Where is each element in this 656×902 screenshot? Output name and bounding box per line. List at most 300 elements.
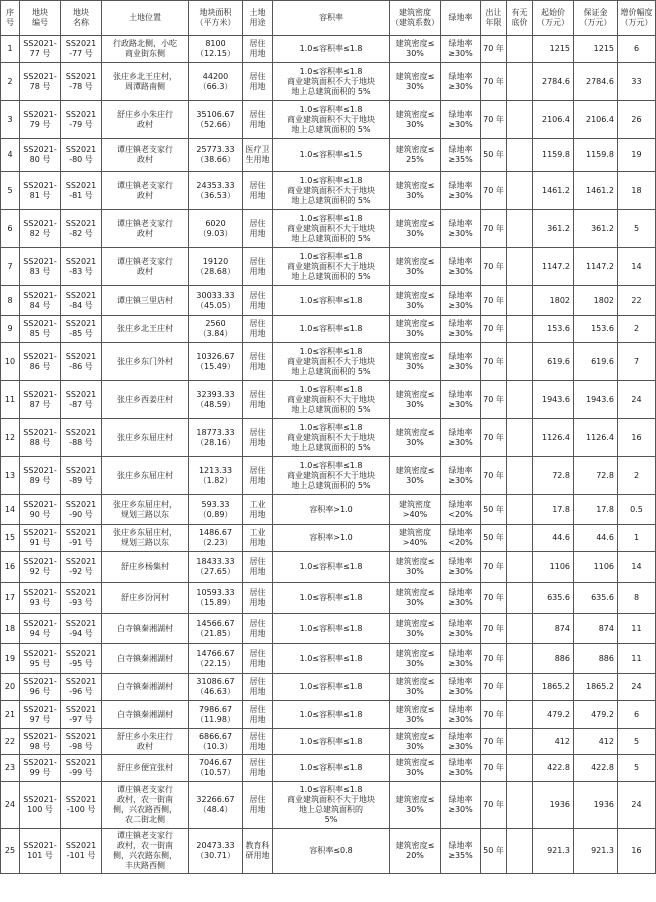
cell-density: 建筑密度≤ 30% <box>390 419 441 457</box>
header-density: 建筑密度 （建筑系数） <box>390 1 441 36</box>
cell-location: 白寺镇秦湘湖村 <box>102 674 189 701</box>
cell-increment: 5 <box>618 729 656 755</box>
cell-start-price: 1215 <box>533 36 574 63</box>
cell-seq: 12 <box>1 419 20 457</box>
cell-density: 建筑密度≤ 30% <box>390 755 441 782</box>
cell-density: 建筑密度≤ 30% <box>390 343 441 381</box>
cell-far: 1.0≤容积率≤1.8 商业建筑面积不大于地块 地上总建筑面积的 5% <box>273 63 390 101</box>
cell-seq: 22 <box>1 729 20 755</box>
cell-far: 1.0≤容积率≤1.8 <box>273 36 390 63</box>
cell-name: SS2021 -87 号 <box>61 381 102 419</box>
cell-area: 32266.67 （48.4） <box>189 782 243 829</box>
cell-deposit: 1943.6 <box>574 381 618 419</box>
cell-name: SS2021 -92 号 <box>61 552 102 583</box>
cell-location: 舒庄乡杨集村 <box>102 552 189 583</box>
cell-increment: 16 <box>618 829 656 874</box>
cell-code: SS2021- 100 号 <box>20 782 61 829</box>
cell-density: 建筑密度≤ 30% <box>390 552 441 583</box>
header-use: 土地 用途 <box>243 1 273 36</box>
cell-term: 70 年 <box>481 644 507 674</box>
cell-seq: 24 <box>1 782 20 829</box>
cell-name: SS2021 -83 号 <box>61 248 102 286</box>
header-increment: 增价幅度 （万元） <box>618 1 656 36</box>
cell-area: 1486.67 （2.23） <box>189 525 243 552</box>
cell-density: 建筑密度≤ 30% <box>390 583 441 614</box>
cell-seq: 3 <box>1 101 20 139</box>
cell-location: 白寺镇秦湘湖村 <box>102 701 189 729</box>
cell-density: 建筑密度≤ 30% <box>390 36 441 63</box>
cell-code: SS2021- 82 号 <box>20 210 61 248</box>
table-row <box>1 829 656 874</box>
cell-far: 容积率≤0.8 <box>273 829 390 874</box>
cell-deposit: 886 <box>574 644 618 674</box>
cell-location: 舒庄乡小朱庄行 政村 <box>102 729 189 755</box>
cell-increment: 5 <box>618 755 656 782</box>
cell-green: 绿地率 ≥30% <box>441 36 481 63</box>
table-row <box>1 63 656 101</box>
cell-seq: 18 <box>1 614 20 644</box>
cell-start-price: 1461.2 <box>533 172 574 210</box>
cell-term: 70 年 <box>481 755 507 782</box>
cell-start-price: 1159.8 <box>533 139 574 172</box>
cell-area: 44200 （66.3） <box>189 63 243 101</box>
cell-increment: 2 <box>618 316 656 343</box>
cell-area: 32393.33 （48.59） <box>189 381 243 419</box>
cell-start-price: 1865.2 <box>533 674 574 701</box>
cell-use: 居住 用地 <box>243 343 273 381</box>
cell-floor-price <box>507 381 533 419</box>
cell-deposit: 1215 <box>574 36 618 63</box>
cell-seq: 21 <box>1 701 20 729</box>
cell-seq: 13 <box>1 457 20 495</box>
cell-location: 张庄乡东屈庄村 <box>102 457 189 495</box>
cell-green: 绿地率 <20% <box>441 525 481 552</box>
cell-use: 居住 用地 <box>243 644 273 674</box>
cell-seq: 20 <box>1 674 20 701</box>
cell-use: 居住 用地 <box>243 316 273 343</box>
cell-green: 绿地率 ≥30% <box>441 381 481 419</box>
cell-green: 绿地率 ≥30% <box>441 101 481 139</box>
cell-floor-price <box>507 552 533 583</box>
cell-seq: 14 <box>1 495 20 525</box>
cell-term: 70 年 <box>481 674 507 701</box>
cell-area: 31086.67 （46.63） <box>189 674 243 701</box>
cell-use: 居住 用地 <box>243 674 273 701</box>
cell-location: 张庄乡东门外村 <box>102 343 189 381</box>
header-row <box>1 1 656 36</box>
cell-name: SS2021 -101 号 <box>61 829 102 874</box>
cell-green: 绿地率 ≥30% <box>441 457 481 495</box>
cell-term: 50 年 <box>481 829 507 874</box>
cell-deposit: 422.8 <box>574 755 618 782</box>
cell-far: 1.0≤容积率≤1.8 商业建筑面积不大于地块 地上总建筑面积的 5% <box>273 343 390 381</box>
cell-code: SS2021- 84 号 <box>20 286 61 316</box>
cell-green: 绿地率 ≥30% <box>441 419 481 457</box>
cell-location: 舒庄乡便宜张村 <box>102 755 189 782</box>
cell-start-price: 17.8 <box>533 495 574 525</box>
cell-increment: 14 <box>618 552 656 583</box>
cell-area: 10593.33 （15.89） <box>189 583 243 614</box>
cell-far: 1.0≤容积率≤1.8 <box>273 614 390 644</box>
cell-start-price: 1936 <box>533 782 574 829</box>
cell-code: SS2021- 92 号 <box>20 552 61 583</box>
cell-name: SS2021 -94 号 <box>61 614 102 644</box>
cell-use: 居住 用地 <box>243 755 273 782</box>
cell-deposit: 361.2 <box>574 210 618 248</box>
cell-density: 建筑密度≤ 30% <box>390 101 441 139</box>
cell-area: 10326.67 （15.49） <box>189 343 243 381</box>
cell-use: 居住 用地 <box>243 63 273 101</box>
cell-increment: 1 <box>618 525 656 552</box>
cell-increment: 18 <box>618 172 656 210</box>
cell-name: SS2021 -90 号 <box>61 495 102 525</box>
cell-location: 谭庄镇老支家行 政村 <box>102 210 189 248</box>
cell-location: 谭庄镇老支家行 政村 <box>102 139 189 172</box>
cell-green: 绿地率 ≥30% <box>441 316 481 343</box>
cell-use: 居住 用地 <box>243 701 273 729</box>
cell-floor-price <box>507 101 533 139</box>
cell-name: SS2021 -80 号 <box>61 139 102 172</box>
cell-density: 建筑密度≤ 30% <box>390 381 441 419</box>
cell-start-price: 874 <box>533 614 574 644</box>
table-row <box>1 729 656 755</box>
header-floor-price: 有无 底价 <box>507 1 533 36</box>
cell-floor-price <box>507 36 533 63</box>
cell-seq: 15 <box>1 525 20 552</box>
cell-seq: 25 <box>1 829 20 874</box>
cell-area: 18773.33 （28.16） <box>189 419 243 457</box>
cell-area: 20473.33 （30.71） <box>189 829 243 874</box>
cell-use: 居住 用地 <box>243 583 273 614</box>
cell-use: 居住 用地 <box>243 729 273 755</box>
cell-code: SS2021- 83 号 <box>20 248 61 286</box>
cell-seq: 17 <box>1 583 20 614</box>
cell-deposit: 1126.4 <box>574 419 618 457</box>
cell-term: 70 年 <box>481 248 507 286</box>
cell-code: SS2021- 79 号 <box>20 101 61 139</box>
header-term: 出让 年限 <box>481 1 507 36</box>
cell-start-price: 72.8 <box>533 457 574 495</box>
cell-location: 谭庄镇老支家行 政村，农一街南 侧，兴农路西侧， 农二街北侧 <box>102 782 189 829</box>
cell-far: 1.0≤容积率≤1.8 <box>273 316 390 343</box>
cell-area: 2560 （3.84） <box>189 316 243 343</box>
cell-code: SS2021- 78 号 <box>20 63 61 101</box>
cell-start-price: 479.2 <box>533 701 574 729</box>
table-row <box>1 701 656 729</box>
cell-code: SS2021- 86 号 <box>20 343 61 381</box>
cell-use: 居住 用地 <box>243 457 273 495</box>
cell-increment: 6 <box>618 701 656 729</box>
cell-deposit: 1802 <box>574 286 618 316</box>
cell-location: 白寺镇秦湘湖村 <box>102 614 189 644</box>
cell-density: 建筑密度 >40% <box>390 495 441 525</box>
table-row <box>1 583 656 614</box>
table-row <box>1 525 656 552</box>
cell-term: 50 年 <box>481 495 507 525</box>
cell-increment: 7 <box>618 343 656 381</box>
cell-start-price: 153.6 <box>533 316 574 343</box>
cell-code: SS2021- 97 号 <box>20 701 61 729</box>
cell-use: 居住 用地 <box>243 210 273 248</box>
table-row <box>1 343 656 381</box>
cell-code: SS2021- 88 号 <box>20 419 61 457</box>
cell-green: 绿地率 ≥30% <box>441 701 481 729</box>
cell-density: 建筑密度≤ 30% <box>390 644 441 674</box>
cell-density: 建筑密度≤ 30% <box>390 172 441 210</box>
cell-term: 50 年 <box>481 139 507 172</box>
cell-far: 1.0≤容积率≤1.8 商业建筑面积不大于地块 地上总建筑面积的 5% <box>273 782 390 829</box>
cell-green: 绿地率 ≥30% <box>441 729 481 755</box>
cell-start-price: 1126.4 <box>533 419 574 457</box>
cell-start-price: 635.6 <box>533 583 574 614</box>
cell-floor-price <box>507 63 533 101</box>
cell-use: 居住 用地 <box>243 248 273 286</box>
cell-start-price: 1943.6 <box>533 381 574 419</box>
cell-seq: 10 <box>1 343 20 381</box>
cell-seq: 7 <box>1 248 20 286</box>
cell-seq: 6 <box>1 210 20 248</box>
cell-start-price: 1147.2 <box>533 248 574 286</box>
cell-location: 舒庄乡小朱庄行 政村 <box>102 101 189 139</box>
cell-far: 1.0≤容积率≤1.8 商业建筑面积不大于地块 地上总建筑面积的 5% <box>273 101 390 139</box>
cell-area: 8100 （12.15） <box>189 36 243 63</box>
cell-use: 居住 用地 <box>243 614 273 644</box>
cell-deposit: 1461.2 <box>574 172 618 210</box>
header-deposit: 保证金 （万元） <box>574 1 618 36</box>
cell-location: 谭庄镇老支家行 政村 <box>102 172 189 210</box>
cell-area: 18433.33 （27.65） <box>189 552 243 583</box>
cell-start-price: 619.6 <box>533 343 574 381</box>
cell-density: 建筑密度≤ 30% <box>390 248 441 286</box>
header-name: 地块 名称 <box>61 1 102 36</box>
cell-location: 白寺镇秦湘湖村 <box>102 644 189 674</box>
cell-increment: 26 <box>618 101 656 139</box>
table-row <box>1 248 656 286</box>
cell-far: 容积率>1.0 <box>273 495 390 525</box>
cell-term: 70 年 <box>481 63 507 101</box>
cell-far: 1.0≤容积率≤1.8 <box>273 701 390 729</box>
cell-far: 1.0≤容积率≤1.8 <box>273 286 390 316</box>
table-row <box>1 381 656 419</box>
cell-use: 工业 用地 <box>243 495 273 525</box>
cell-floor-price <box>507 457 533 495</box>
cell-far: 1.0≤容积率≤1.8 <box>273 755 390 782</box>
cell-increment: 5 <box>618 210 656 248</box>
cell-floor-price <box>507 829 533 874</box>
cell-term: 70 年 <box>481 419 507 457</box>
cell-area: 30033.33 （45.05） <box>189 286 243 316</box>
table-row <box>1 552 656 583</box>
header-seq: 序 号 <box>1 1 20 36</box>
cell-term: 50 年 <box>481 525 507 552</box>
table-row <box>1 755 656 782</box>
cell-far: 1.0≤容积率≤1.8 <box>273 674 390 701</box>
cell-increment: 19 <box>618 139 656 172</box>
cell-start-price: 2784.6 <box>533 63 574 101</box>
table-row <box>1 614 656 644</box>
cell-green: 绿地率 ≥30% <box>441 583 481 614</box>
header-code: 地块 编号 <box>20 1 61 36</box>
cell-code: SS2021- 81 号 <box>20 172 61 210</box>
cell-start-price: 412 <box>533 729 574 755</box>
cell-term: 70 年 <box>481 729 507 755</box>
cell-seq: 11 <box>1 381 20 419</box>
cell-far: 1.0≤容积率≤1.8 商业建筑面积不大于地块 地上总建筑面积的 5% <box>273 419 390 457</box>
cell-name: SS2021 -86 号 <box>61 343 102 381</box>
cell-location: 谭庄镇老支家行 政村 <box>102 248 189 286</box>
cell-increment: 24 <box>618 674 656 701</box>
cell-location: 张庄乡东屈庄村， 规划三路以东 <box>102 495 189 525</box>
cell-green: 绿地率 ≥30% <box>441 248 481 286</box>
cell-deposit: 1936 <box>574 782 618 829</box>
cell-use: 居住 用地 <box>243 782 273 829</box>
cell-area: 6866.67 （10.3） <box>189 729 243 755</box>
cell-seq: 5 <box>1 172 20 210</box>
cell-deposit: 635.6 <box>574 583 618 614</box>
cell-name: SS2021 -89 号 <box>61 457 102 495</box>
cell-area: 1213.33 （1.82） <box>189 457 243 495</box>
cell-start-price: 1802 <box>533 286 574 316</box>
cell-floor-price <box>507 701 533 729</box>
cell-code: SS2021- 96 号 <box>20 674 61 701</box>
cell-floor-price <box>507 419 533 457</box>
cell-use: 医疗卫 生用地 <box>243 139 273 172</box>
cell-term: 70 年 <box>481 457 507 495</box>
cell-name: SS2021 -96 号 <box>61 674 102 701</box>
cell-location: 张庄乡东屈庄村， 规划三路以东 <box>102 525 189 552</box>
table-row <box>1 139 656 172</box>
cell-code: SS2021- 89 号 <box>20 457 61 495</box>
cell-term: 70 年 <box>481 614 507 644</box>
cell-density: 建筑密度≤ 30% <box>390 316 441 343</box>
header-location: 土地位置 <box>102 1 189 36</box>
cell-deposit: 44.6 <box>574 525 618 552</box>
cell-name: SS2021 -77 号 <box>61 36 102 63</box>
cell-location: 舒庄乡汾河村 <box>102 583 189 614</box>
cell-name: SS2021 -79 号 <box>61 101 102 139</box>
cell-name: SS2021 -88 号 <box>61 419 102 457</box>
cell-term: 70 年 <box>481 782 507 829</box>
cell-increment: 24 <box>618 782 656 829</box>
table-row <box>1 210 656 248</box>
cell-increment: 8 <box>618 583 656 614</box>
cell-start-price: 44.6 <box>533 525 574 552</box>
cell-seq: 8 <box>1 286 20 316</box>
cell-far: 容积率>1.0 <box>273 525 390 552</box>
table-row <box>1 674 656 701</box>
cell-code: SS2021- 101 号 <box>20 829 61 874</box>
cell-name: SS2021 -84 号 <box>61 286 102 316</box>
cell-term: 70 年 <box>481 101 507 139</box>
cell-area: 7046.67 （10.57） <box>189 755 243 782</box>
cell-location: 谭庄镇老支家行 政村，农一街南 侧，兴农路东侧， 丰庆路西侧 <box>102 829 189 874</box>
cell-use: 居住 用地 <box>243 172 273 210</box>
cell-code: SS2021- 94 号 <box>20 614 61 644</box>
cell-density: 建筑密度≤ 30% <box>390 457 441 495</box>
cell-code: SS2021- 98 号 <box>20 729 61 755</box>
cell-floor-price <box>507 172 533 210</box>
cell-code: SS2021- 85 号 <box>20 316 61 343</box>
header-green: 绿地率 <box>441 1 481 36</box>
cell-deposit: 1106 <box>574 552 618 583</box>
table-row <box>1 644 656 674</box>
cell-deposit: 153.6 <box>574 316 618 343</box>
cell-floor-price <box>507 729 533 755</box>
cell-increment: 0.5 <box>618 495 656 525</box>
cell-density: 建筑密度≤ 30% <box>390 63 441 101</box>
table-row <box>1 172 656 210</box>
cell-use: 居住 用地 <box>243 36 273 63</box>
cell-area: 7986.67 （11.98） <box>189 701 243 729</box>
cell-deposit: 2784.6 <box>574 63 618 101</box>
cell-far: 1.0≤容积率≤1.8 <box>273 552 390 583</box>
cell-term: 70 年 <box>481 172 507 210</box>
cell-name: SS2021 -95 号 <box>61 644 102 674</box>
cell-seq: 19 <box>1 644 20 674</box>
cell-use: 工业 用地 <box>243 525 273 552</box>
cell-increment: 22 <box>618 286 656 316</box>
cell-code: SS2021- 80 号 <box>20 139 61 172</box>
cell-far: 1.0≤容积率≤1.8 商业建筑面积不大于地块 地上总建筑面积的 5% <box>273 172 390 210</box>
cell-deposit: 1147.2 <box>574 248 618 286</box>
cell-green: 绿地率 ≥30% <box>441 614 481 644</box>
cell-location: 张庄乡北王庄村 <box>102 316 189 343</box>
cell-increment: 16 <box>618 419 656 457</box>
cell-deposit: 17.8 <box>574 495 618 525</box>
table-row <box>1 101 656 139</box>
cell-green: 绿地率 ≥30% <box>441 63 481 101</box>
cell-deposit: 72.8 <box>574 457 618 495</box>
cell-location: 张庄乡东屈庄村 <box>102 419 189 457</box>
cell-term: 70 年 <box>481 343 507 381</box>
cell-code: SS2021- 99 号 <box>20 755 61 782</box>
cell-term: 70 年 <box>481 583 507 614</box>
cell-floor-price <box>507 525 533 552</box>
cell-term: 70 年 <box>481 286 507 316</box>
cell-seq: 4 <box>1 139 20 172</box>
cell-start-price: 422.8 <box>533 755 574 782</box>
cell-green: 绿地率 ≥30% <box>441 782 481 829</box>
cell-floor-price <box>507 782 533 829</box>
cell-deposit: 1159.8 <box>574 139 618 172</box>
cell-far: 1.0≤容积率≤1.8 <box>273 583 390 614</box>
table-row <box>1 316 656 343</box>
table-body <box>1 36 656 874</box>
table-row <box>1 36 656 63</box>
cell-use: 教育科 研用地 <box>243 829 273 874</box>
cell-far: 1.0≤容积率≤1.8 商业建筑面积不大于地块 地上总建筑面积的 5% <box>273 457 390 495</box>
cell-increment: 6 <box>618 36 656 63</box>
cell-code: SS2021- 77 号 <box>20 36 61 63</box>
cell-use: 居住 用地 <box>243 286 273 316</box>
cell-floor-price <box>507 286 533 316</box>
cell-start-price: 921.3 <box>533 829 574 874</box>
cell-name: SS2021 -91 号 <box>61 525 102 552</box>
cell-density: 建筑密度≤ 30% <box>390 729 441 755</box>
cell-far: 1.0≤容积率≤1.8 商业建筑面积不大于地块 地上总建筑面积的 5% <box>273 381 390 419</box>
cell-green: 绿地率 ≥30% <box>441 552 481 583</box>
cell-name: SS2021 -97 号 <box>61 701 102 729</box>
cell-floor-price <box>507 248 533 286</box>
cell-seq: 9 <box>1 316 20 343</box>
cell-code: SS2021- 93 号 <box>20 583 61 614</box>
cell-far: 1.0≤容积率≤1.8 <box>273 729 390 755</box>
cell-start-price: 361.2 <box>533 210 574 248</box>
cell-floor-price <box>507 210 533 248</box>
cell-area: 14766.67 （22.15） <box>189 644 243 674</box>
table-row <box>1 286 656 316</box>
cell-term: 70 年 <box>481 701 507 729</box>
